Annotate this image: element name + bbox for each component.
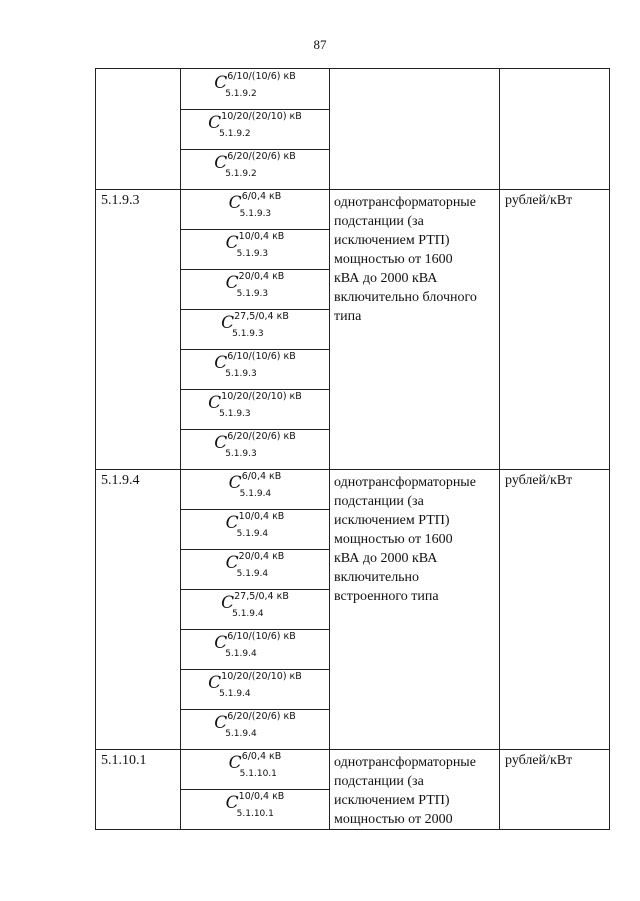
- row-description: [334, 473, 499, 606]
- row-separator: [95, 189, 610, 190]
- symbol-superscript: 6/20/(20/6) кВ: [227, 151, 296, 162]
- symbol-letter: C: [225, 793, 239, 813]
- symbol-letter: C: [221, 313, 235, 333]
- symbol-superscript: 6/0,4 кВ: [241, 471, 282, 482]
- row-code: 5.1.9.4: [101, 473, 140, 488]
- rate-symbol: [180, 629, 330, 669]
- rate-symbol: [180, 549, 330, 589]
- symbol-letter: C: [214, 73, 228, 93]
- description-line: однотрансформаторные: [334, 755, 476, 770]
- symbol-letter: C: [208, 673, 222, 693]
- description-line: однотрансформаторные: [334, 475, 476, 490]
- description-line: подстанции (за: [334, 494, 424, 509]
- symbol-subscript: 5.1.9.2: [225, 169, 257, 179]
- table-border-right: [609, 69, 610, 829]
- symbol-subscript: 5.1.9.3: [225, 449, 257, 459]
- rate-symbol: [180, 109, 330, 149]
- rate-symbol: [180, 349, 330, 389]
- symbol-subscript: 5.1.9.3: [232, 329, 264, 339]
- rate-symbol: [180, 229, 330, 269]
- table-border-left: [95, 69, 96, 829]
- rate-symbol: [180, 789, 330, 829]
- symbol-superscript: 10/0,4 кВ: [238, 231, 285, 242]
- symbol-letter: C: [228, 193, 242, 213]
- rate-symbol: [180, 709, 330, 749]
- rate-symbol: [180, 509, 330, 549]
- rate-symbol: [180, 149, 330, 189]
- symbol-subscript: 5.1.9.4: [239, 489, 272, 499]
- rate-symbol: [180, 469, 330, 509]
- symbol-letter: C: [214, 353, 228, 373]
- symbol-subscript: 5.1.9.4: [236, 569, 269, 579]
- symbol-superscript: 10/20/(20/10) кВ: [221, 671, 302, 682]
- symbol-letter: C: [208, 393, 222, 413]
- description-line: подстанции (за: [334, 774, 424, 789]
- description-line: исключением РТП): [334, 793, 450, 808]
- description-line: подстанции (за: [334, 214, 424, 229]
- symbol-letter: C: [225, 273, 239, 293]
- row-unit: рублей/кВт: [505, 193, 573, 208]
- symbol-subscript: 5.1.9.2: [225, 89, 257, 99]
- symbol-superscript: 6/20/(20/6) кВ: [227, 431, 296, 442]
- symbol-subscript: 5.1.9.3: [219, 409, 251, 419]
- symbol-superscript: 10/20/(20/10) кВ: [221, 391, 302, 402]
- rate-symbol: [180, 749, 330, 789]
- symbol-subscript: 5.1.9.4: [219, 689, 251, 699]
- description-line: мощностью от 1600: [334, 532, 453, 547]
- description-line: исключением РТП): [334, 513, 450, 528]
- rate-symbol: [180, 429, 330, 469]
- description-line: включительно: [334, 570, 420, 585]
- column-divider: [499, 69, 500, 829]
- description-line: мощностью от 1600: [334, 252, 453, 267]
- symbol-subscript: 5.1.9.4: [225, 729, 257, 739]
- description-line: встроенного типа: [334, 589, 439, 604]
- symbol-letter: C: [221, 593, 235, 613]
- page-number: 87: [313, 37, 327, 52]
- description-line: типа: [334, 309, 362, 324]
- symbol-superscript: 6/10/(10/6) кВ: [227, 71, 296, 82]
- symbol-subscript: 5.1.9.3: [236, 249, 269, 259]
- symbol-subscript: 5.1.9.4: [236, 529, 269, 539]
- rate-symbol: [180, 189, 330, 229]
- symbol-superscript: 10/0,4 кВ: [238, 511, 285, 522]
- symbol-superscript: 20/0,4 кВ: [238, 551, 285, 562]
- symbol-subscript: 5.1.10.1: [239, 769, 277, 779]
- symbol-subscript: 5.1.9.3: [236, 289, 269, 299]
- symbol-superscript: 6/10/(10/6) кВ: [227, 351, 296, 362]
- symbol-letter: C: [228, 753, 242, 773]
- symbol-subscript: 5.1.9.3: [225, 369, 257, 379]
- rate-symbol: [180, 389, 330, 429]
- description-line: исключением РТП): [334, 233, 450, 248]
- symbol-superscript: 6/0,4 кВ: [241, 751, 282, 762]
- row-code: 5.1.10.1: [101, 753, 147, 768]
- symbol-superscript: 10/0,4 кВ: [238, 791, 285, 802]
- row-description: [334, 753, 499, 829]
- rate-symbol: [180, 309, 330, 349]
- tariff-table: [95, 68, 610, 830]
- symbol-subscript: 5.1.9.3: [239, 209, 272, 219]
- symbol-superscript: 10/20/(20/10) кВ: [221, 111, 302, 122]
- symbol-subscript: 5.1.9.4: [232, 609, 264, 619]
- symbol-letter: C: [225, 553, 239, 573]
- symbol-letter: C: [214, 633, 228, 653]
- symbol-subscript: 5.1.10.1: [236, 809, 274, 819]
- description-line: кВА до 2000 кВА: [334, 551, 438, 566]
- symbol-letter: C: [225, 233, 239, 253]
- row-code: 5.1.9.3: [101, 193, 140, 208]
- rate-symbol: [180, 69, 330, 109]
- rate-symbol: [180, 269, 330, 309]
- row-description: [334, 193, 499, 326]
- row-unit: рублей/кВт: [505, 753, 573, 768]
- symbol-letter: C: [225, 513, 239, 533]
- symbol-subscript: 5.1.9.2: [219, 129, 251, 139]
- symbol-superscript: 20/0,4 кВ: [238, 271, 285, 282]
- symbol-letter: C: [214, 153, 228, 173]
- row-separator: [95, 469, 610, 470]
- symbol-superscript: 6/0,4 кВ: [241, 191, 282, 202]
- symbol-letter: C: [228, 473, 242, 493]
- description-line: мощностью от 2000: [334, 812, 453, 827]
- symbol-superscript: 6/10/(10/6) кВ: [227, 631, 296, 642]
- rate-symbol: [180, 589, 330, 629]
- description-line: однотрансформаторные: [334, 195, 476, 210]
- symbol-superscript: 6/20/(20/6) кВ: [227, 711, 296, 722]
- row-separator: [95, 749, 610, 750]
- symbol-subscript: 5.1.9.4: [225, 649, 257, 659]
- symbol-superscript: 27,5/0,4 кВ: [234, 311, 289, 322]
- symbol-letter: C: [208, 113, 222, 133]
- rate-symbol: [180, 669, 330, 709]
- symbol-superscript: 27,5/0,4 кВ: [234, 591, 289, 602]
- symbol-letter: C: [214, 433, 228, 453]
- symbol-letter: C: [214, 713, 228, 733]
- description-line: кВА до 2000 кВА: [334, 271, 438, 286]
- row-unit: рублей/кВт: [505, 473, 573, 488]
- description-line: включительно блочного: [334, 290, 477, 305]
